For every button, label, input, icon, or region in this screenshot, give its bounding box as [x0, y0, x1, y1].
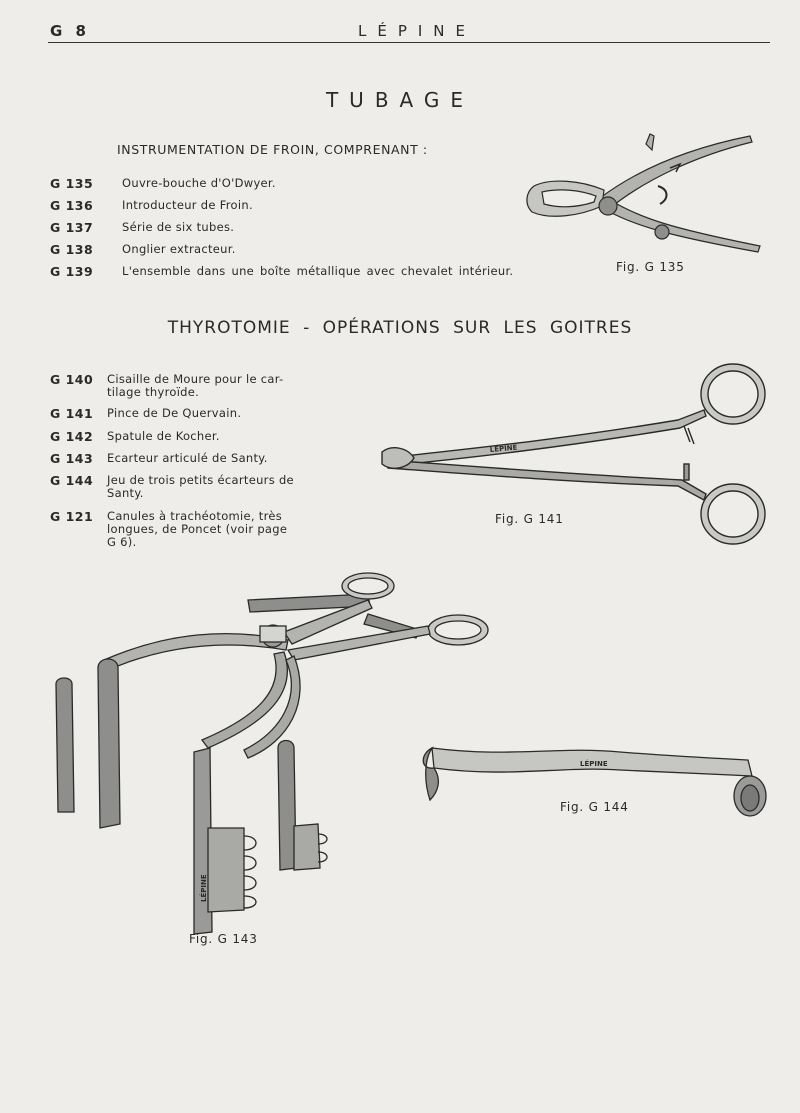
forceps-illustration [378, 354, 773, 554]
item-text-line: Jeu de trois petits écarteurs de [107, 473, 294, 487]
item-text: Série de six tubes. [122, 220, 235, 234]
mouth-gag-illustration [520, 128, 775, 256]
maker-mark: LÉPINE [200, 874, 208, 902]
header-brand: LÉPINE [358, 22, 477, 40]
item-text-line: Spatule de Kocher. [107, 429, 220, 443]
item-code: G 135 [50, 176, 94, 191]
item-text-line: longues, de Poncet (voir page [107, 522, 288, 536]
item-code: G 139 [50, 264, 94, 279]
item-code: G 140 [50, 372, 94, 387]
item-text-line: Canules à trachéotomie, très [107, 509, 283, 523]
item-code: G 144 [50, 473, 94, 488]
section-title-thyrotomie: THYROTOMIE - OPÉRATIONS SUR LES GOITRES [167, 318, 633, 338]
item-text-line: G 6). [107, 535, 137, 549]
section-title-tubage: TUBAGE [325, 88, 475, 112]
figure-label: Fig. G 135 [616, 260, 685, 274]
item-text-line: Pince de De Quervain. [107, 406, 242, 420]
maker-mark: LÉPINE [489, 443, 518, 454]
item-text: Onglier extracteur. [122, 242, 236, 256]
figure-label: Fig. G 144 [560, 800, 629, 814]
item-text: L'ensemble dans une boîte métallique avec chevalet intérieur. [122, 264, 514, 278]
item-text-line: Santy. [107, 486, 144, 500]
item-code: G 143 [50, 451, 94, 466]
item-text-line: Cisaille de Moure pour le car- [107, 372, 284, 386]
section-subtitle-froin: INSTRUMENTATION DE FROIN, COMPRENANT : [117, 142, 428, 157]
header-rule [48, 42, 770, 43]
item-code: G 141 [50, 406, 94, 421]
figure-label: Fig. G 141 [495, 512, 564, 526]
item-text: Ouvre-bouche d'O'Dwyer. [122, 176, 276, 190]
item-code: G 121 [50, 509, 94, 524]
figure-label: Fig. G 143 [189, 932, 258, 946]
item-code: G 136 [50, 198, 94, 213]
item-text-line: tilage thyroïde. [107, 385, 200, 399]
item-code: G 138 [50, 242, 94, 257]
item-text-line: Ecarteur articulé de Santy. [107, 451, 268, 465]
item-text: Introducteur de Froin. [122, 198, 253, 212]
maker-mark: LÉPINE [580, 760, 608, 768]
item-code: G 137 [50, 220, 94, 235]
item-code: G 142 [50, 429, 94, 444]
page-code: G 8 [50, 22, 90, 40]
